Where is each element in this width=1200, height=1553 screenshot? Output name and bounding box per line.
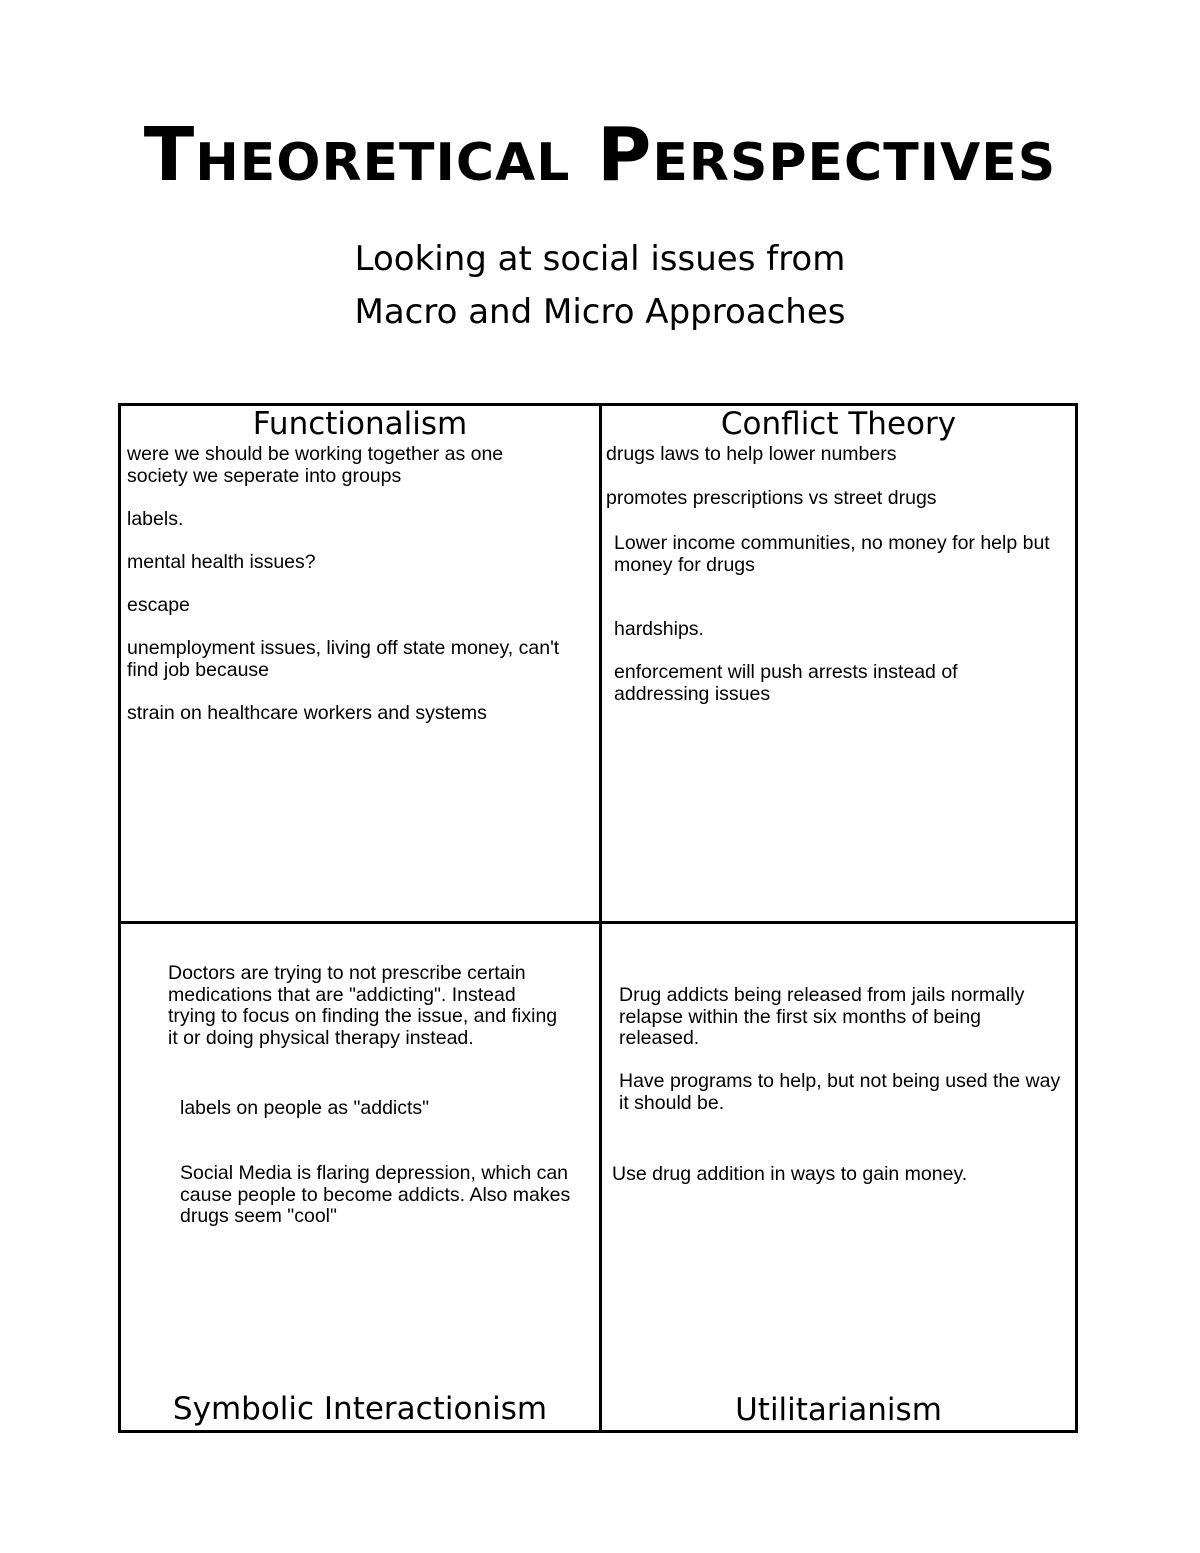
functionalism-note[interactable]: labels.	[127, 508, 184, 530]
grid-vertical-divider	[599, 406, 602, 1430]
grid-horizontal-divider	[121, 921, 1075, 924]
symbolic-interactionism-heading: Symbolic Interactionism	[172, 1391, 548, 1427]
functionalism-note[interactable]: were we should be working together as one society we seperate into groups	[127, 443, 504, 487]
subtitle-line-1: Looking at social issues from	[354, 239, 846, 279]
symbolic-interactionism-note[interactable]: Doctors are trying to not prescribe certain medications that are "addicting". Instead trying to focus on finding the issue, and fixing it or doing physical therapy instead.	[168, 962, 558, 1049]
symbolic-interactionism-note[interactable]: labels on people as "addicts"	[180, 1097, 430, 1119]
functionalism-note[interactable]: strain on healthcare workers and systems	[127, 702, 487, 724]
functionalism-note[interactable]: unemployment issues, living off state money, can't find job because	[127, 637, 560, 681]
utilitarianism-heading: Utilitarianism	[735, 1392, 942, 1428]
utilitarianism-note[interactable]: Use drug addition in ways to gain money.	[612, 1163, 968, 1185]
functionalism-note[interactable]: mental health issues?	[127, 551, 316, 573]
conflict-theory-note[interactable]: promotes prescriptions vs street drugs	[606, 487, 937, 509]
perspectives-grid	[118, 403, 1078, 1433]
conflict-theory-note[interactable]: hardships.	[614, 618, 704, 640]
functionalism-note[interactable]: escape	[127, 594, 190, 616]
page-title: Theoretical Perspectives	[143, 112, 1057, 198]
utilitarianism-note[interactable]: Have programs to help, but not being used the way it should be.	[619, 1070, 1061, 1114]
symbolic-interactionism-note[interactable]: Social Media is flaring depression, which can cause people to become addicts. Also makes drugs seem "cool"	[180, 1162, 571, 1227]
utilitarianism-note[interactable]: Drug addicts being released from jails normally relapse within the first six months of being released.	[619, 984, 1025, 1049]
conflict-theory-note[interactable]: Lower income communities, no money for help but money for drugs	[614, 532, 1050, 576]
subtitle-line-2: Macro and Micro Approaches	[354, 292, 846, 332]
conflict-theory-note[interactable]: drugs laws to help lower numbers	[606, 443, 897, 465]
conflict-theory-heading: Conflict Theory	[720, 406, 957, 442]
conflict-theory-note[interactable]: enforcement will push arrests instead of addressing issues	[614, 661, 958, 705]
functionalism-heading: Functionalism	[252, 406, 468, 442]
